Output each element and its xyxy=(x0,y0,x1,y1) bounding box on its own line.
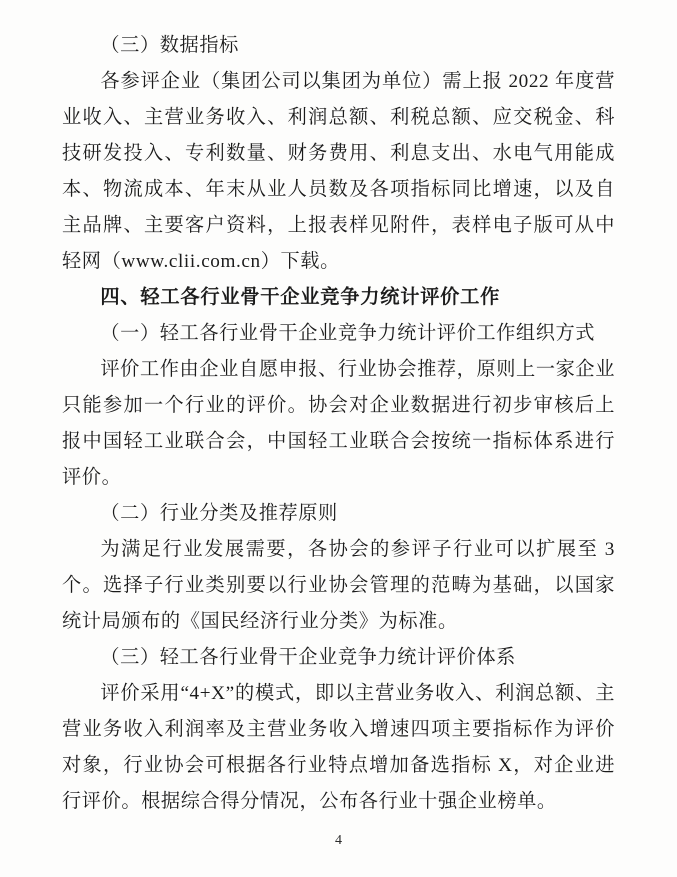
section-heading-industry-classification: （二）行业分类及推荐原则 xyxy=(100,503,338,524)
section-heading-data-indicators: （三）数据指标 xyxy=(100,35,239,56)
section-heading-evaluation-system: （三）轻工各行业骨干企业竞争力统计评价体系 xyxy=(100,647,516,668)
section-heading-competitiveness-work: 四、轻工各行业骨干企业竞争力统计评价工作 xyxy=(100,287,501,308)
page-number: 4 xyxy=(335,833,342,848)
document-body xyxy=(62,28,615,820)
paragraph-industry-classification: 为满足行业发展需要，各协会的参评子行业可以扩展至 3 个。选择子行业类别要以行业协会管理的范畴为基础，以国家统计局颁布的《国民经济行业分类》为标准。 xyxy=(62,539,615,632)
paragraph-data-indicators: 各参评企业（集团公司以集团为单位）需上报 2022 年度营业收入、主营业务收入、利润总额、利税总额、应交税金、科技研发投入、专利数量、财务费用、利息支出、水电气用能成本、物流成本、年末从业人员数及各项指标同比增速，以及自主品牌、主要客户资料，上报表样见附件，表样电子版可从中轻网（www.clii.com.cn）下载。 xyxy=(62,71,615,272)
paragraph-organization-method: 评价工作由企业自愿申报、行业协会推荐，原则上一家企业只能参加一个行业的评价。协会对企业数据进行初步审核后上报中国轻工业联合会，中国轻工业联合会按统一指标体系进行评价。 xyxy=(62,359,615,488)
paragraph-evaluation-system: 评价采用“4+X”的模式，即以主营业务收入、利润总额、主营业务收入利润率及主营业务收入增速四项主要指标作为评价对象，行业协会可根据各行业特点增加备选指标 X，对企业进行评价。根据综合得分情况，公布各行业十强企业榜单。 xyxy=(62,683,615,812)
section-heading-organization-method: （一）轻工各行业骨干企业竞争力统计评价工作组织方式 xyxy=(100,323,596,344)
